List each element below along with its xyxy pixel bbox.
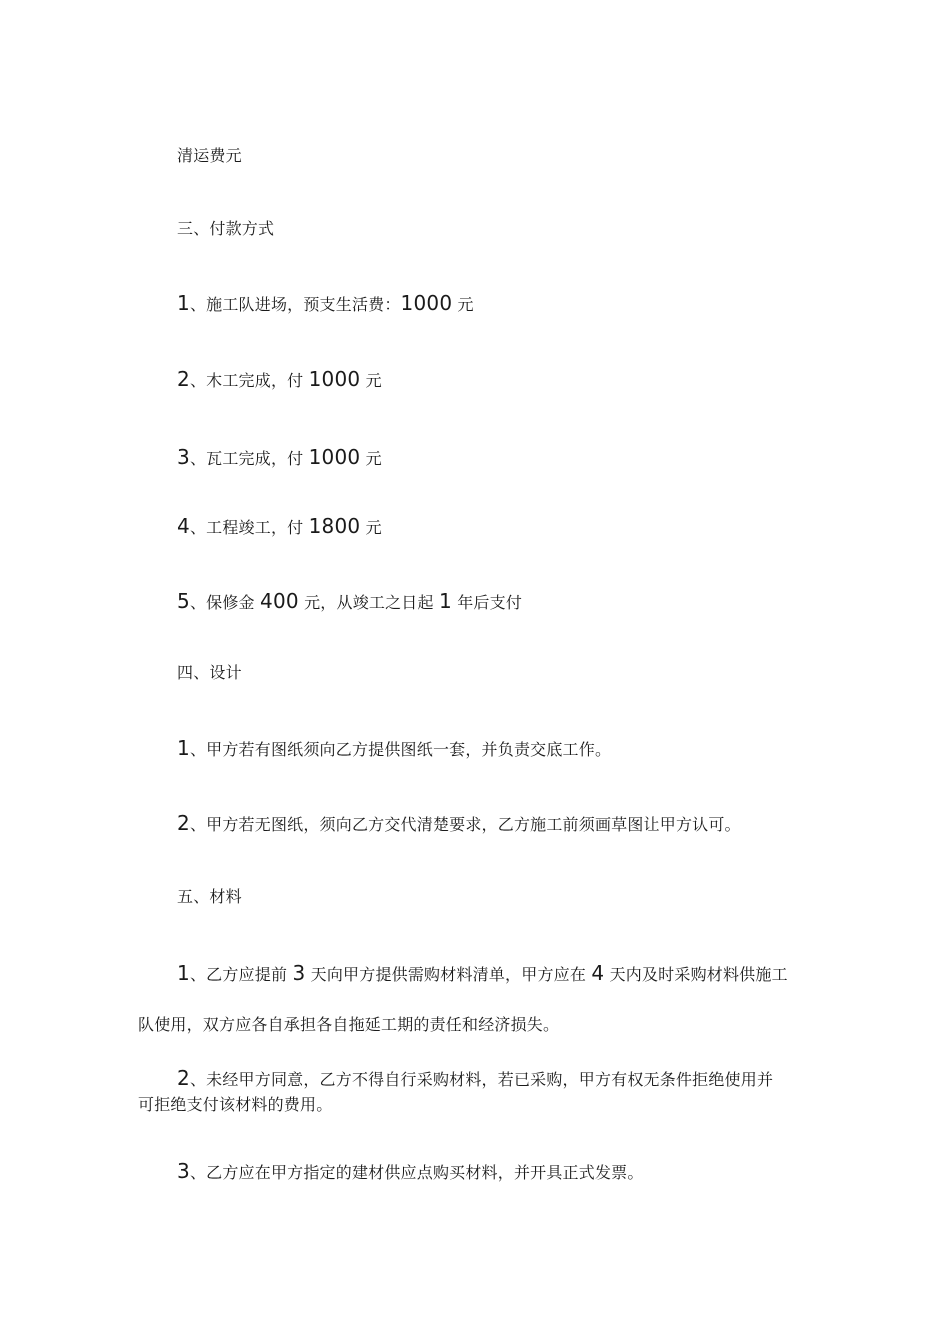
item-text: 、甲方若无图纸，须向乙方交代清楚要求，乙方施工前须画草图让甲方认可。 <box>189 815 741 834</box>
item-text: 元，从竣工之日起 <box>298 593 439 612</box>
item-text: 元 <box>452 295 474 314</box>
materials-item-2 <box>177 1068 773 1090</box>
item-number: 2 <box>177 811 190 835</box>
item-text: 、工程竣工，付 <box>189 518 309 537</box>
design-item-2 <box>177 813 741 835</box>
days-number: 4 <box>591 961 605 985</box>
amount-number: 1000 <box>400 291 453 315</box>
payment-item-4 <box>177 516 382 538</box>
materials-item-1 <box>177 963 788 985</box>
materials-item-1-continued <box>138 1015 559 1035</box>
payment-item-1 <box>177 293 474 315</box>
heading-text: 五、材料 <box>177 887 242 906</box>
item-number: 1 <box>177 291 190 315</box>
item-text: 天内及时采购材料供施工 <box>604 965 788 984</box>
line-text: 可拒绝支付该材料的费用。 <box>138 1095 333 1114</box>
section-heading-design <box>177 663 242 683</box>
item-text: 、木工完成，付 <box>189 371 309 390</box>
item-number: 1 <box>177 961 190 985</box>
amount-number: 1800 <box>308 514 361 538</box>
line-text: 清运费元 <box>177 146 242 165</box>
section-heading-payment <box>177 219 274 239</box>
item-text: 元 <box>360 449 382 468</box>
item-number: 3 <box>177 445 190 469</box>
text-line-cleanup-fee <box>177 146 242 166</box>
payment-item-2 <box>177 369 382 391</box>
materials-item-3 <box>177 1161 644 1183</box>
item-number: 1 <box>177 736 190 760</box>
year-number: 1 <box>439 589 452 613</box>
payment-item-3 <box>177 447 382 469</box>
item-text: 、施工队进场，预支生活费： <box>189 295 401 314</box>
materials-item-2-continued <box>138 1095 332 1115</box>
item-number: 2 <box>177 1066 190 1090</box>
payment-item-5 <box>177 591 522 613</box>
item-text: 元 <box>360 518 382 537</box>
item-text: 、保修金 <box>189 593 261 612</box>
item-text: 天向甲方提供需购材料清单，甲方应在 <box>305 965 592 984</box>
item-number: 4 <box>177 514 190 538</box>
line-text: 队使用，双方应各自承担各自拖延工期的责任和经济损失。 <box>138 1015 560 1034</box>
item-text: 元 <box>360 371 382 390</box>
item-text: 、甲方若有图纸须向乙方提供图纸一套，并负责交底工作。 <box>189 740 612 759</box>
amount-number: 1000 <box>308 367 361 391</box>
item-number: 3 <box>177 1159 190 1183</box>
item-text: 、未经甲方同意，乙方不得自行采购材料，若已采购，甲方有权无条件拒绝使用并 <box>189 1070 774 1089</box>
item-text: 、乙方应在甲方指定的建材供应点购买材料，并开具正式发票。 <box>189 1163 644 1182</box>
design-item-1 <box>177 738 611 760</box>
item-text: 、乙方应提前 <box>189 965 293 984</box>
section-heading-materials <box>177 887 242 907</box>
item-number: 2 <box>177 367 190 391</box>
item-text: 、瓦工完成，付 <box>189 449 309 468</box>
item-text: 年后支付 <box>451 593 523 612</box>
item-number: 5 <box>177 589 190 613</box>
days-number: 3 <box>292 961 306 985</box>
heading-text: 四、设计 <box>177 663 242 682</box>
heading-text: 三、付款方式 <box>177 219 275 238</box>
amount-number: 400 <box>260 589 299 613</box>
amount-number: 1000 <box>308 445 361 469</box>
